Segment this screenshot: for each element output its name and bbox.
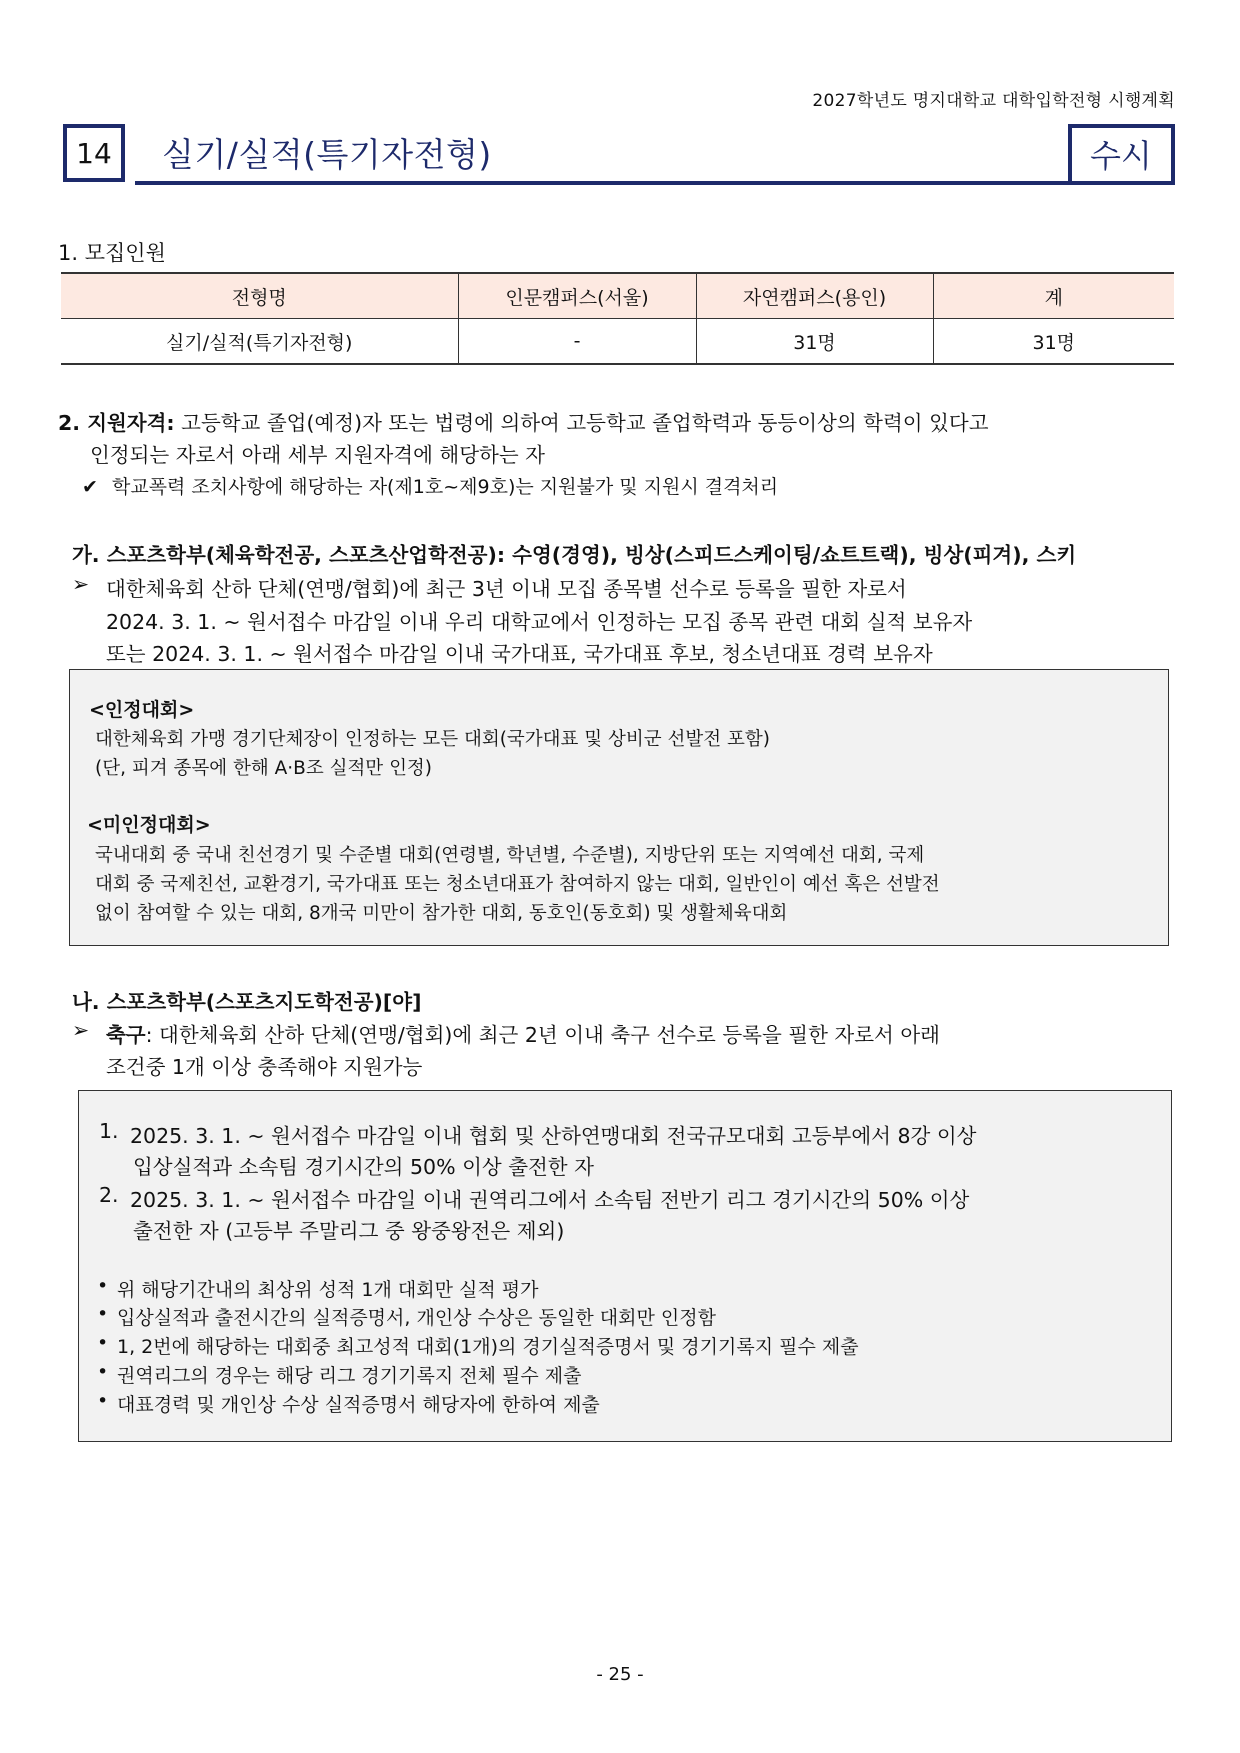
unrecognized-line: 대회 중 국제친선, 교환경기, 국가대표 또는 청소년대표가 참여하지 않는 대회, 일반인이 예선 혹은 선발전: [95, 874, 940, 895]
section-number-box: [63, 124, 125, 182]
category-label: 수시: [1090, 137, 1152, 175]
na-arrow-icon: ➢: [72, 1018, 90, 1042]
section-number: 14: [76, 136, 112, 170]
bullet-icon: •: [97, 1275, 109, 1297]
bullet-text: 위 해당기간내의 최상위 성적 1개 대회만 실적 평가: [117, 1279, 539, 1301]
bullet-text: 권역리그의 경우는 해당 리그 경기기록지 전체 필수 제출: [117, 1365, 582, 1387]
bullet-text: 대표경력 및 개인상 수상 실적증명서 해당자에 한하여 제출: [117, 1394, 600, 1416]
check-note-text: 학교폭력 조치사항에 해당하는 자(제1호~제9호)는 지원불가 및 지원시 결격처리: [111, 476, 779, 498]
ga-arrow-icon: ➢: [72, 572, 90, 596]
page-title: 실기/실적(특기자전형): [162, 135, 492, 174]
na-line2: 조건중 1개 이상 충족해야 지원가능: [106, 1055, 423, 1079]
condition-line: 2025. 3. 1. ~ 원서접수 마감일 이내 협회 및 산하연맹대회 전국규모대회 고등부에서 8강 이상: [130, 1124, 977, 1148]
check-icon: ✔: [82, 476, 98, 498]
table-cell: 31명: [933, 319, 1174, 365]
na-lead-bold: 축구: [106, 1023, 146, 1047]
section2-line1: [58, 407, 1178, 440]
condition-line: 2025. 3. 1. ~ 원서접수 마감일 이내 권역리그에서 소속팀 전반기 리그 경기시간의 50% 이상: [130, 1188, 970, 1212]
subsection-ga-heading: 가. 스포츠학부(체육학전공, 스포츠산업학전공): 수영(경영), 빙상(스피드스케이팅/쇼트트랙), 빙상(피겨), 스키: [72, 543, 1077, 567]
quota-table: [61, 272, 1174, 365]
table-cell: 31명: [696, 319, 933, 365]
section2-line2: 인정되는 자로서 아래 세부 지원자격에 해당하는 자: [90, 443, 545, 467]
recognized-line: (단, 피겨 종목에 한해 A·B조 실적만 인정): [95, 758, 433, 779]
bullet-icon: •: [97, 1332, 109, 1354]
condition-number: 2.: [99, 1183, 119, 1207]
na-line1: [106, 1018, 940, 1048]
section1-heading: 1. 모집인원: [58, 241, 166, 265]
bullet-text: 1, 2번에 해당하는 대회중 최고성적 대회(1개)의 경기실적증명서 및 경기기록지 필수 제출: [117, 1336, 859, 1358]
ga-line: 2024. 3. 1. ~ 원서접수 마감일 이내 우리 대학교에서 인정하는 모집 종목 관련 대회 실적 보유자: [106, 610, 973, 634]
school-violence-note: [82, 472, 778, 499]
unrecognized-line: 국내대회 중 국내 친선경기 및 수준별 대회(연령별, 학년별, 수준별), 지방단위 또는 지역예선 대회, 국제: [95, 845, 925, 866]
table-cell: 실기/실적(특기자전형): [166, 331, 353, 354]
bullet-icon: •: [97, 1390, 109, 1412]
competition-criteria-box: [69, 669, 1169, 946]
unrecognized-title: <미인정대회>: [87, 814, 211, 836]
table-header-cell: 자연캠퍼스(용인): [696, 273, 933, 319]
ga-line: 대한체육회 산하 단체(연맹/협회)에 최근 3년 이내 모집 종목별 선수로 등록을 필한 자로서: [106, 577, 907, 601]
condition-number: 1.: [99, 1119, 119, 1143]
bullet-icon: •: [97, 1303, 109, 1325]
document-header: 2027학년도 명지대학교 대학입학전형 시행계획: [812, 91, 1175, 111]
na-line1-text: : 대한체육회 산하 단체(연맹/협회)에 최근 2년 이내 축구 선수로 등록을 필한 자로서 아래: [145, 1023, 940, 1047]
table-header-cell: 전형명: [231, 286, 287, 309]
page-number: - 25 -: [596, 1664, 644, 1685]
condition-line: 입상실적과 소속팀 경기시간의 50% 이상 출전한 자: [133, 1155, 594, 1179]
section2-label: 2. 지원자격:: [58, 411, 175, 435]
condition-line: 출전한 자 (고등부 주말리그 중 왕중왕전은 제외): [133, 1219, 565, 1243]
table-header-cell: 인문캠퍼스(서울): [458, 273, 696, 319]
title-underline: [135, 181, 1072, 185]
bullet-text: 입상실적과 출전시간의 실적증명서, 개인상 수상은 동일한 대회만 인정함: [117, 1307, 716, 1329]
table-row: [61, 319, 1174, 365]
bullet-icon: •: [97, 1361, 109, 1383]
table-header-row: [61, 273, 1174, 319]
subsection-na-heading: 나. 스포츠학부(스포츠지도학전공)[야]: [72, 990, 422, 1014]
table-header-cell: 계: [933, 273, 1174, 319]
category-underline: [1064, 181, 1175, 185]
recognized-title: <인정대회>: [89, 699, 195, 721]
football-conditions-box: [78, 1090, 1172, 1442]
ga-line: 또는 2024. 3. 1. ~ 원서접수 마감일 이내 국가대표, 국가대표 후보, 청소년대표 경력 보유자: [106, 642, 933, 666]
table-cell: -: [458, 319, 696, 365]
section2-text: 고등학교 졸업(예정)자 또는 법령에 의하여 고등학교 졸업학력과 동등이상의 학력이 있다고: [181, 411, 989, 435]
recognized-line: 대한체육회 가맹 경기단체장이 인정하는 모든 대회(국가대표 및 상비군 선발전 포함): [95, 729, 770, 750]
unrecognized-line: 없이 참여할 수 있는 대회, 8개국 미만이 참가한 대회, 동호인(동호회) 및 생활체육대회: [95, 903, 788, 924]
